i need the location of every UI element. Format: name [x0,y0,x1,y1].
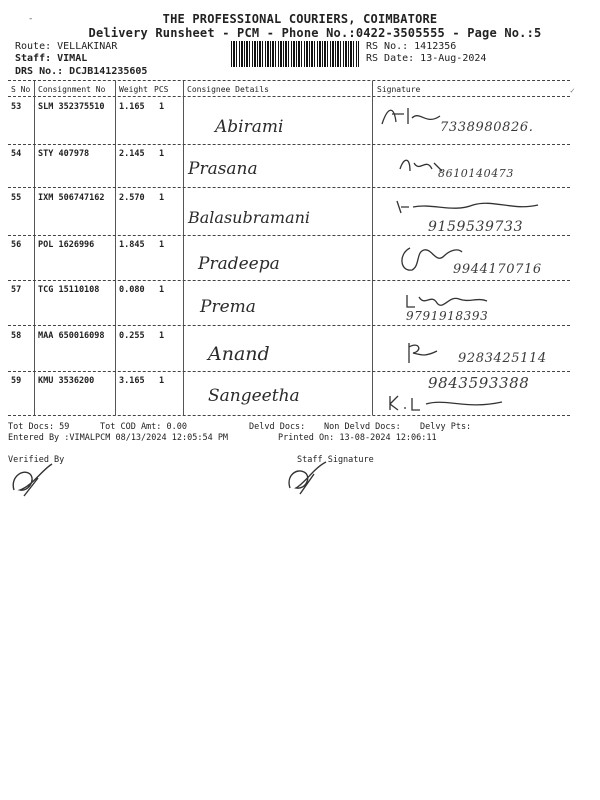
corner-mark: - [28,14,34,24]
signature-scribble [403,291,493,311]
table-row [8,329,570,371]
row-pcs: 1 [159,285,165,295]
company-title: THE PROFESSIONAL COURIERS, COIMBATORE [162,12,438,26]
phone-handwritten: 9283425114 [458,351,547,366]
route-label: Route: VELLAKINAR [15,41,118,52]
consignee-handwritten: Anand [208,343,270,365]
row-sno: 57 [11,285,22,295]
row-weight: 3.165 [119,376,145,386]
phone-handwritten: 9944170716 [453,262,542,277]
col-weight: Weight [119,85,148,94]
table-row [8,283,570,325]
total-docs: Tot Docs: 59 [8,422,70,432]
row-consignment: MAA 650016098 [38,331,105,341]
row-pcs: 1 [159,376,165,386]
row-rule [8,415,570,416]
header-tick-mark: ✓ [570,86,575,95]
row-weight: 1.165 [119,102,145,112]
row-consignment: KMU 3536200 [38,376,95,386]
col-consignee: Consignee Details [187,85,269,94]
header-rule-top [8,80,570,81]
consignee-handwritten: Abirami [215,117,284,137]
rs-date: RS Date: 13-Aug-2024 [366,53,487,64]
row-rule [8,325,570,326]
row-weight: 0.080 [119,285,145,295]
entered-by: Entered By :VIMALPCM 08/13/2024 12:05:54 PM [8,433,229,443]
row-consignment: SLM 352375510 [38,102,105,112]
col-signature: Signature [377,85,421,94]
row-rule [8,371,570,372]
row-weight: 1.845 [119,240,145,250]
row-pcs: 1 [159,193,165,203]
table-row [8,238,570,280]
signature-scribble [386,392,506,414]
row-pcs: 1 [159,331,165,341]
row-consignment: TCG 15110108 [38,285,100,295]
row-rule [8,144,570,145]
consignee-handwritten: Sangeetha [208,386,300,406]
total-cod-amount: Tot COD Amt: 0.00 [100,422,187,432]
phone-handwritten: 9159539733 [428,219,524,235]
phone-handwritten: 9791918393 [406,309,489,323]
row-sno: 55 [11,193,22,203]
row-weight: 2.570 [119,193,145,203]
drs-number: DRS No.: DCJB141235605 [15,66,148,77]
table-row [8,100,570,144]
non-delivered-docs: Non Delvd Docs: [324,422,401,432]
row-weight: 0.255 [119,331,145,341]
row-sno: 59 [11,376,22,386]
phone-handwritten: 9843593388 [428,374,530,392]
row-rule [8,235,570,236]
consignee-handwritten: Prema [200,297,256,317]
row-consignment: POL 1626996 [38,240,95,250]
signature-scribble [393,195,543,217]
staff-label: Staff: VIMAL [15,53,88,64]
col-sno: S No [11,85,31,94]
verifier-signature [8,460,58,500]
phone-handwritten: 7338980826. [440,120,534,135]
row-pcs: 1 [159,240,165,250]
phone-handwritten: 8610140473 [438,167,514,180]
row-pcs: 1 [159,102,165,112]
row-consignment: STY 407978 [38,149,90,159]
row-consignment: IXM 506747162 [38,193,105,203]
delivered-docs: Delvd Docs: [249,422,306,432]
row-sno: 56 [11,240,22,250]
row-weight: 2.145 [119,149,145,159]
staff-signature-label: Staff Signature [297,455,374,465]
row-sno: 54 [11,149,22,159]
table-row [8,147,570,187]
runsheet-subtitle: Delivery Runsheet - PCM - Phone No.:0422-3505555 - Page No.:5 [88,26,542,40]
row-sno: 53 [11,102,22,112]
staff-signature [282,458,332,498]
printed-on: Printed On: 13-08-2024 12:06:11 [278,433,437,443]
row-pcs: 1 [159,149,165,159]
delivery-points: Delvy Pts: [420,422,472,432]
barcode [231,41,359,67]
table-row [8,374,570,414]
row-rule [8,280,570,281]
signature-scribble [378,102,448,130]
table-row [8,191,570,235]
col-pcs: PCS [154,85,169,94]
verified-by-label: Verified By [8,455,65,465]
header-rule-bottom [8,96,570,97]
consignee-handwritten: Pradeepa [198,254,280,274]
rs-number: RS No.: 1412356 [366,41,457,52]
consignee-handwritten: Prasana [188,159,258,179]
signature-scribble [403,339,443,365]
col-consignment: Consignment No [38,85,106,94]
row-rule [8,187,570,188]
row-sno: 58 [11,331,22,341]
consignee-handwritten: Balasubramani [188,208,311,227]
